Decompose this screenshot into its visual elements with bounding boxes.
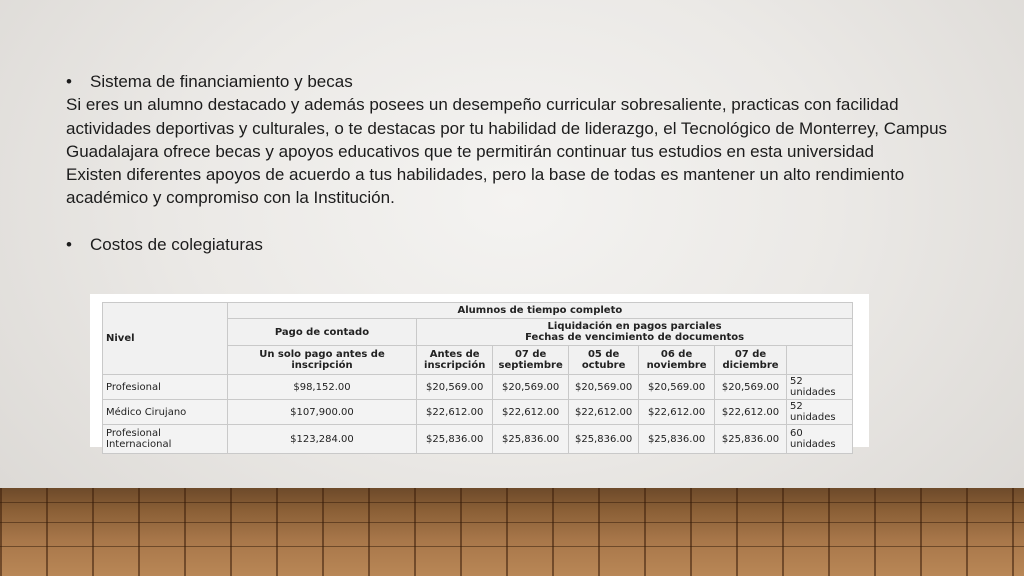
header-date: 07 de septiembre <box>493 346 569 375</box>
header-liquidacion <box>417 319 853 346</box>
floor-board-line <box>0 522 1024 523</box>
header-unidades-empty <box>787 346 853 375</box>
cell-parcial: $22,612.00 <box>493 400 569 425</box>
cell-parcial: $22,612.00 <box>639 400 715 425</box>
cell-parcial: $22,612.00 <box>417 400 493 425</box>
spacer <box>66 210 986 233</box>
floor-board-line <box>0 502 1024 503</box>
bullet-financiamiento-label: Sistema de financiamiento y becas <box>90 72 353 91</box>
paragraph-apoyos: Existen diferentes apoyos de acuerdo a tus habilidades, pero la base de todas es mantener un alto rendimiento académico y compromiso con la Institución. <box>66 165 905 208</box>
table-row <box>103 425 853 454</box>
header-date: Antes de inscripción <box>417 346 493 375</box>
wood-floor <box>0 488 1024 576</box>
cell-parcial: $22,612.00 <box>715 400 787 425</box>
bullet-dot: • <box>66 72 72 91</box>
cell-parcial: $20,569.00 <box>569 375 639 400</box>
cell-parcial: $20,569.00 <box>493 375 569 400</box>
floor-board-line <box>0 546 1024 547</box>
cell-parcial: $20,569.00 <box>417 375 493 400</box>
tuition-table <box>102 302 853 454</box>
table-row <box>103 375 853 400</box>
header-nivel: Nivel <box>103 303 228 375</box>
cell-parcial: $22,612.00 <box>569 400 639 425</box>
cell-unidades: 60 unidades <box>787 425 853 454</box>
cell-unidades: 52 unidades <box>787 375 853 400</box>
bullet-costos-label: Costos de colegiaturas <box>90 234 263 254</box>
header-date: 06 de noviembre <box>639 346 715 375</box>
bullet-financiamiento <box>66 70 986 93</box>
cell-parcial: $25,836.00 <box>639 425 715 454</box>
cell-contado: $123,284.00 <box>227 425 416 454</box>
header-alumnos: Alumnos de tiempo completo <box>227 303 852 319</box>
cell-contado: $98,152.00 <box>227 375 416 400</box>
cell-nivel: Profesional <box>103 375 228 400</box>
slide-text <box>66 70 986 256</box>
paragraph-becas: Si eres un alumno destacado y además posees un desempeño curricular sobresaliente, practicas con facilidad actividades deportivas y culturales, o te destacas por tu habilidad de liderazgo, el Tecnológico de Monterrey, Campus Guadalajara ofrece becas y apoyos educativos que te permitirán continuar tus estudios en esta universidad <box>66 95 948 161</box>
header-date: 07 de diciembre <box>715 346 787 375</box>
header-solo-pago: Un solo pago antes de inscripción <box>227 346 416 375</box>
cell-parcial: $25,836.00 <box>493 425 569 454</box>
cell-parcial: $25,836.00 <box>417 425 493 454</box>
header-pago-contado: Pago de contado <box>227 319 416 346</box>
bullet-costos <box>66 233 986 256</box>
cell-parcial: $25,836.00 <box>569 425 639 454</box>
header-fechas: Fechas de vencimiento de documentos <box>525 332 745 343</box>
table-row <box>103 400 853 425</box>
header-liquidacion-title: Liquidación en pagos parciales <box>547 321 722 332</box>
header-date: 05 de octubre <box>569 346 639 375</box>
cell-unidades: 52 unidades <box>787 400 853 425</box>
cell-nivel: Profesional Internacional <box>103 425 228 454</box>
cell-parcial: $25,836.00 <box>715 425 787 454</box>
tuition-table-image <box>90 294 869 450</box>
cell-parcial: $20,569.00 <box>639 375 715 400</box>
cell-contado: $107,900.00 <box>227 400 416 425</box>
bullet-dot: • <box>66 234 72 254</box>
cell-parcial: $20,569.00 <box>715 375 787 400</box>
cell-nivel: Médico Cirujano <box>103 400 228 425</box>
